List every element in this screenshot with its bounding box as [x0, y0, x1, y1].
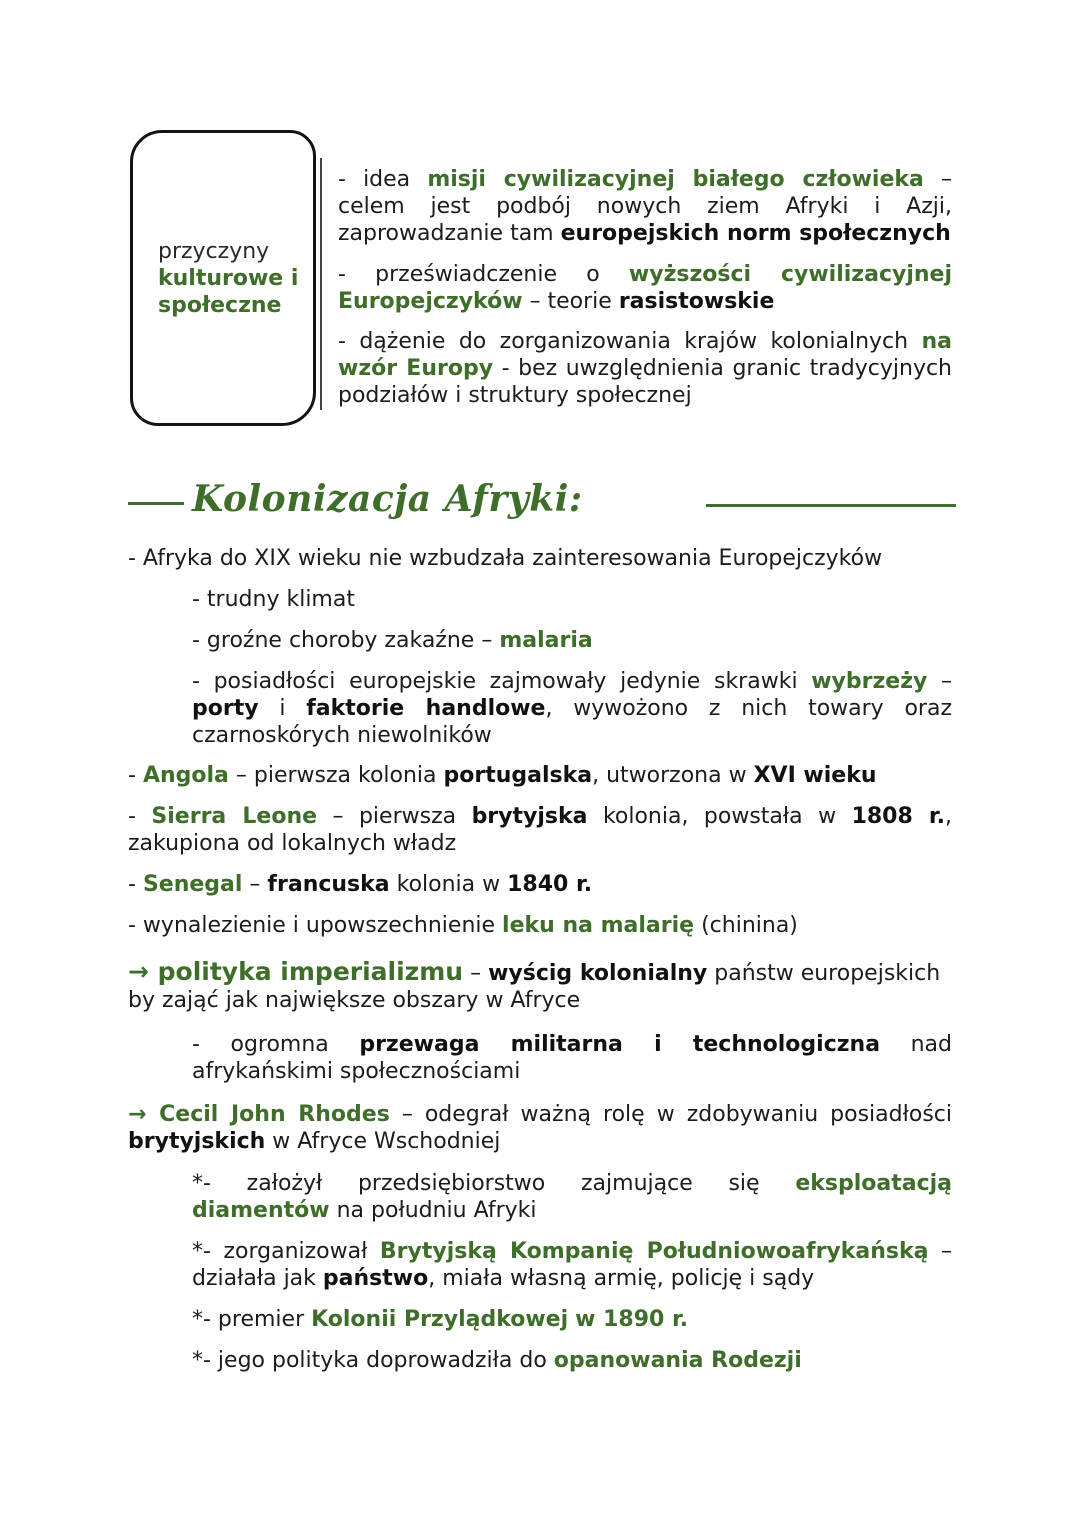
list-item — [192, 586, 952, 613]
section-heading — [128, 478, 956, 528]
heading-rule-left — [128, 502, 184, 505]
highlight: na wzór Europy — [338, 329, 952, 381]
highlight: Angola — [142, 763, 229, 788]
text: - posiadłości europejskie zajmowały jedynie skrawki — [192, 669, 812, 694]
text: - groźne choroby zakaźne – — [192, 628, 500, 653]
highlight: → polityka imperializmu — [128, 957, 464, 986]
text: – odegrał ważną rolę w zdobywaniu posiadłości — [389, 1102, 952, 1127]
heading-rule-right — [706, 504, 956, 507]
text: - trudny klimat — [192, 587, 355, 612]
cause-paragraph-1 — [338, 166, 952, 247]
text: *- założył przedsiębiorstwo zajmujące się — [192, 1171, 796, 1196]
text: , utworzona w — [592, 763, 754, 788]
bold-text: faktorie handlowe — [306, 696, 546, 721]
text: - przeświadczenie o — [338, 262, 629, 287]
list-item — [192, 1306, 952, 1333]
list-item — [192, 627, 952, 654]
list-item — [192, 1347, 952, 1374]
highlight: opanowania Rodezji — [553, 1348, 802, 1373]
list-item — [128, 1101, 952, 1155]
text: - — [128, 804, 152, 829]
bold-text: rasistowskie — [618, 289, 775, 314]
divider-line — [320, 158, 322, 410]
category-label — [158, 238, 308, 319]
text: kolonia, powstała w — [587, 804, 852, 829]
list-item — [128, 958, 952, 1014]
text: - — [128, 872, 143, 897]
cause-paragraph-3 — [338, 328, 952, 409]
text: w Afryce Wschodniej — [265, 1129, 501, 1154]
text: – działała jak — [192, 1239, 952, 1291]
list-item — [128, 803, 952, 857]
category-label-line1: przyczyny — [158, 239, 270, 264]
text: - idea — [338, 167, 428, 192]
list-item — [128, 762, 954, 789]
bold-text: 1808 r. — [851, 804, 945, 829]
highlight: w 1890 r. — [575, 1307, 689, 1332]
highlight: Cecil John Rhodes — [159, 1102, 390, 1127]
category-label-line2: kulturowe i — [158, 266, 299, 291]
bold-text: 1840 r. — [507, 872, 593, 897]
text: *- zorganizował — [192, 1239, 380, 1264]
list-item — [192, 1031, 952, 1085]
text: - ogromna — [192, 1032, 360, 1057]
text: - wynalezienie i upowszechnienie — [128, 913, 503, 938]
highlight: Senegal — [142, 872, 243, 897]
text: kolonia w — [389, 872, 508, 897]
text: – celem jest podbój nowych ziem Afryki i Azji, zaprowadzanie tam — [338, 167, 952, 246]
text: , zakupiona od lokalnych władz — [128, 804, 952, 856]
list-item — [128, 545, 954, 572]
category-label-line3: społeczne — [158, 293, 282, 318]
bold-text: porty — [192, 696, 259, 721]
highlight: Kolonii Przylądkowej — [311, 1307, 569, 1332]
list-item — [128, 912, 954, 939]
highlight: → — [128, 1102, 160, 1127]
text: (chinina) — [694, 913, 798, 938]
highlight: eksploatacją diamentów — [192, 1171, 952, 1223]
highlight: misji cywilizacyjnej białego człowieka — [427, 167, 924, 192]
text: – pierwsza — [317, 804, 472, 829]
bold-text: wyścig kolonialny — [488, 961, 708, 986]
text: i — [258, 696, 307, 721]
bold-text: XVI wieku — [753, 763, 877, 788]
bold-text: brytyjskich — [128, 1129, 266, 1154]
text: - — [128, 763, 143, 788]
text: - dążenie do zorganizowania krajów kolonialnych — [338, 329, 922, 354]
text: , wywożono z nich towary oraz czarnoskórych niewolników — [192, 696, 952, 748]
highlight: Brytyjską Kompanię Południowoafrykańską — [379, 1239, 929, 1264]
text: – — [463, 961, 489, 986]
text: - Afryka do XIX wieku nie wzbudzała zainteresowania Europejczyków — [128, 546, 883, 571]
bold-text: przewaga militarna i technologiczna — [359, 1032, 881, 1057]
bold-text: państwo — [322, 1266, 429, 1291]
highlight: wybrzeży — [811, 669, 928, 694]
text: na południu Afryki — [329, 1198, 537, 1223]
text: *- premier — [192, 1307, 312, 1332]
bold-text: europejskich norm społecznych — [560, 221, 951, 246]
text: *- jego polityka doprowadziła do — [192, 1348, 554, 1373]
text: nad afrykańskimi społecznościami — [192, 1032, 952, 1084]
text: – pierwsza kolonia — [228, 763, 444, 788]
list-item — [128, 871, 954, 898]
text: , miała własną armię, policję i sądy — [428, 1266, 815, 1291]
bold-text: portugalska — [443, 763, 593, 788]
text: – — [242, 872, 268, 897]
text: – teorie — [522, 289, 619, 314]
text: – — [927, 669, 952, 694]
list-item — [192, 1238, 952, 1292]
highlight: Sierra Leone — [151, 804, 318, 829]
highlight: wyższości cywilizacyjnej Europejczyków — [338, 262, 952, 314]
section-title: Kolonizacja Afryki: — [192, 478, 583, 520]
text: - bez uwzględnienia granic tradycyjnych podziałów i struktury społecznej — [338, 356, 952, 408]
highlight: malaria — [499, 628, 593, 653]
text: państw europejskich by zająć jak największe obszary w Afryce — [128, 961, 941, 1013]
bold-text: brytyjska — [471, 804, 588, 829]
list-item — [192, 1170, 952, 1224]
cause-paragraph-2 — [338, 261, 952, 315]
bold-text: francuska — [267, 872, 390, 897]
highlight: leku na malarię — [502, 913, 695, 938]
list-item — [192, 668, 952, 749]
